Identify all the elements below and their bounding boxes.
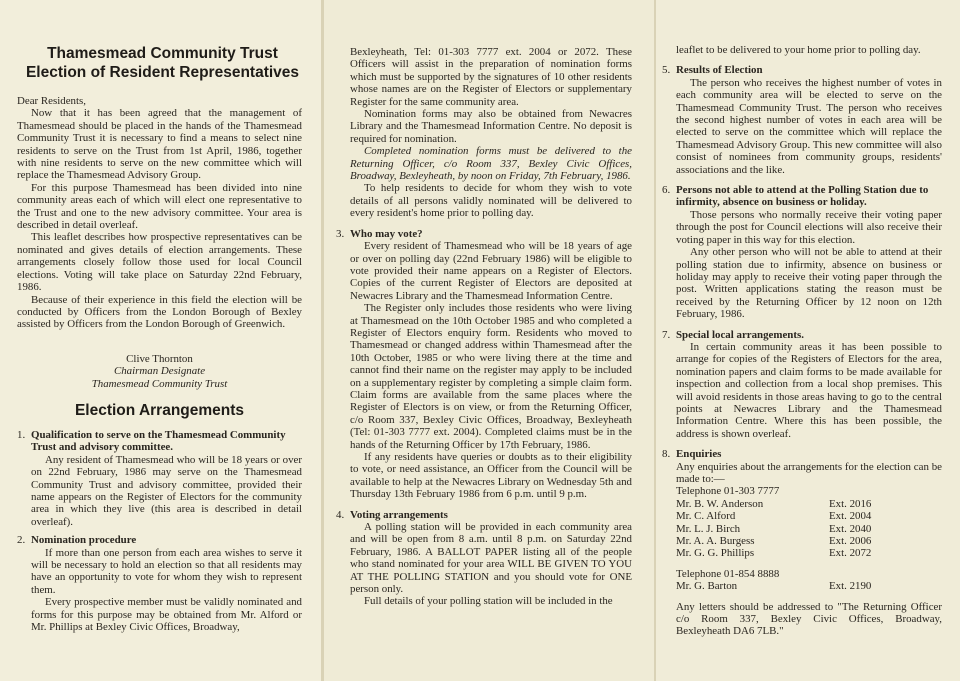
item-2-cont-1: Bexleyheath, Tel: 01-303 7777 ext. 2004 or 2072. These Officers will assist in the preparation of nomination forms which must be supported by the signatures of 10 other residents whose names are on the Register of Electors or supplementary Register for the same community area. [350,46,632,108]
item-2-continued [336,46,632,220]
contact-row [676,523,942,535]
contact-name: Mr. C. Alford [676,510,736,523]
letters-address: Any letters should be addressed to "The Returning Officer c/o Room 337, Bexley Civic Offices, Broadway, Bexleyheath DA6 7LB." [676,600,942,638]
contact-row [676,498,942,510]
item-6-text-1: Those persons who normally receive their voting paper through the post for Council elections will also receive their voting paper in this way for this election. [676,208,942,246]
contact-row [676,510,942,522]
right-panel [656,0,960,681]
leaflet-title [23,44,302,82]
item-5-heading [662,64,942,76]
section-title: Election Arrangements [74,401,245,419]
item-4-cont: leaflet to be delivered to your home prior to polling day. [676,44,921,56]
item-3-text-1: Every resident of Thamesmead who will be 18 years of age or over on polling day (22nd February 1986) will be eligible to vote provided their name appears on a Register of Electors. Copies of the current Register of Electors are deposited at Newacres Library and the Thamesmead Information Centre. [350,240,632,302]
item-4-body [336,521,632,608]
contact-list [662,485,942,637]
item-2-heading [17,534,302,546]
item-7-body [662,341,942,440]
item-7-number: 7. [662,328,671,341]
item-1-heading [17,429,302,454]
contact-name: Mr. A. A. Burgess [676,535,755,548]
intro-paragraph-3: This leaflet describes how prospective representatives can be nominated and gives details of election arrangements. These arrangements closely follow those used for local Council elections. Voting will take place on Saturday 22nd February, 1986. [17,231,302,294]
item-6-body [662,209,942,321]
item-3-heading [336,228,632,240]
contact-ext: Ext. 2190 [829,580,872,593]
signer-role-1: Chairman Designate [113,365,206,378]
intro-paragraph-2: For this purpose Thamesmead has been divided into nine community areas each of which will elect one representative to the Trust and one to the new advisory committee. Your area is described in detail overleaf. [17,181,302,232]
item-3-text-2: The Register only includes those residents who were living at Thamesmead on the 10th October 1985 and who completed a Register of Electors enquiry form. Residents who moved to Thamesmead or changed address within Thamesmead after the 10th October, 1985 or who were living there at the time and cannot find their name on the register may apply to be included on a supplementary register by completing a simple claim form. Claim forms are available from the same places where the Register of Electors is on view, or from the Returning Officer, c/o Room 337, Bexley Civic Offices, Broadway, Bexleyheath (Tel: 01-303 7777 ext. 2004). Completed claims must be in the hands of the Returning Officer by 17th February, 1986. [350,302,632,451]
item-2-cont-4: To help residents to decide for whom they wish to vote details of all persons validly nominated will be delivered to every resident's home prior to polling day. [350,182,632,220]
item-8-body [662,461,942,486]
item-4-text-2: Full details of your polling station will be included in the [364,595,613,608]
title-line-1: Thamesmead Community Trust [47,45,278,62]
item-2-text-2: Every prospective member must be validly nominated and forms for this purpose may be obtained from Mr. Alford or Mr. Phillips at Bexley Civic Offices, Broadway, [31,596,302,634]
item-1-text: Any resident of Thamesmead who will be 18 years or over on 22nd February, 1986 may serve on the Thamesmead Community Trust and advisory committee, provided their name appears on the Register of Electors for the community area in which they live (this area is described in detail overleaf). [31,453,302,528]
item-5-number: 5. [662,64,671,77]
item-2-cont-2: Nomination forms may also be obtained from Newacres Library and the Thamesmead Information Centre. No deposit is required for nomination. [350,108,632,145]
contact-row [676,535,942,547]
item-2-text-1: If more than one person from each area wishes to serve it will be necessary to hold an election so that all residents may have an opportunity to vote for whom they wish to represent them. [31,546,302,596]
item-1-title: Qualification to serve on the Thamesmead Community Trust and advisory committee. [31,428,286,454]
title-line-2: Election of Resident Representatives [25,64,300,81]
nomination-deadline: Completed nomination forms must be delivered to the Returning Officer, c/o Room 337, Bexley Civic Offices, Broadway, Bexleyheath, by noon on Friday, 7th February, 1986. [350,145,632,183]
contact-row [676,580,942,592]
contact-row [676,547,942,559]
item-7-text: In certain community areas it has been possible to arrange for copies of the Registers of Electors for the area, nomination papers and claim forms to be made available for inspection and collection from a local shop premises. This will avoid residents in those areas having to go to the central points at Newacres Library and the Thamesmead Information Centre. Where this has been possible, the address is shown overleaf. [676,340,942,440]
item-7-heading [662,329,942,341]
contact-name: Mr. G. Barton [676,580,738,593]
item-2-body [17,547,302,634]
item-5-title: Results of Election [676,64,763,77]
item-6-title: Persons not able to attend at the Polling Station due to infirmity, absence on business or holiday. [676,184,929,209]
signature-block [17,353,302,390]
item-6-number: 6. [662,184,671,197]
item-4-number: 4. [336,508,345,521]
signer-name: Clive Thornton [126,352,193,365]
item-8-intro: Any enquiries about the arrangements for the election can be made to:— [676,460,942,485]
middle-panel [324,0,656,681]
item-1-body [17,454,302,528]
item-4-text-1: A polling station will be provided in each community area and will be open from 8 a.m. until 8 p.m. on Saturday 22nd February, 1986. A BALLOT PAPER listing all of the people who stand nominated for your area WILL BE GIVEN TO YOU AT THE POLLING STATION and you should vote for ONE person only. [350,521,632,596]
item-2-cont-3 [350,145,632,182]
contact-name: Mr. L. J. Birch [676,522,741,535]
signer-role-2: Thamesmead Community Trust [91,377,228,390]
item-8-heading [662,448,942,460]
contact-name: Mr. G. G. Phillips [676,547,755,560]
item-7-title: Special local arrangements. [676,328,804,341]
contact-ext: Ext. 2040 [829,522,872,535]
item-5-body [662,77,942,176]
left-panel [0,0,322,681]
item-2-number: 2. [17,534,26,547]
item-5-text: The person who receives the highest number of votes in each community area will be elected to serve on the Thamesmead Community Trust. The person who receives the second highest number of votes in each area will be elected to serve on the committee which will replace the Thamesmead Advisory Group. This new committee will also consist of nominees from community groups, residents' associations and the like. [676,76,942,176]
phone-number-2: Telephone 01-854 8888 [676,567,780,580]
item-3-number: 3. [336,227,345,240]
contact-ext: Ext. 2016 [829,497,872,510]
item-1-number: 1. [17,428,26,441]
contact-name: Mr. B. W. Anderson [676,497,764,510]
contact-ext: Ext. 2072 [829,547,872,560]
item-8-number: 8. [662,448,671,461]
item-4-continued [662,44,942,56]
item-4-heading [336,509,632,521]
intro-paragraph-4: Because of their experience in this field the election will be conducted by Officers from the London Borough of Bexley assisted by Officers from the London Borough of Greenwich. [17,293,302,331]
intro-paragraph-1: Now that it has been agreed that the management of Thamesmead should be placed in the hands of the Thamesmead Community Trust it is necessary to find a means to select nine residents to serve on the Trust from 1st April, 1986, together with nine residents to serve on the new committee which will replace the Thamesmead Advisory Group. [17,107,302,182]
item-6-heading [662,184,942,209]
contact-ext: Ext. 2006 [829,535,872,548]
item-3-title: Who may vote? [350,227,423,240]
salutation: Dear Residents, [17,95,86,107]
item-3-body [336,240,632,501]
item-2-title: Nomination procedure [31,534,137,547]
contact-ext: Ext. 2004 [829,510,872,523]
item-8-title: Enquiries [676,448,722,461]
item-3-text-3: If any residents have queries or doubts as to their eligibility to vote, or need assistance, an Officer from the Council will be available to help at the Newacres Library on Wednesday 5th and Thursday 13th February 1986 from 6 p.m. until 9 p.m. [350,451,632,501]
item-6-text-2: Any other person who will not be able to attend at their polling station due to infirmity, absence on business or holiday may apply to receive their voting paper through the post. Written applications stating the reason must be received by the Returning Officer by 12 noon on 12th February, 1986. [676,246,942,321]
phone-number-1: Telephone 01-303 7777 [676,485,780,498]
item-4-title: Voting arrangements [350,508,448,521]
